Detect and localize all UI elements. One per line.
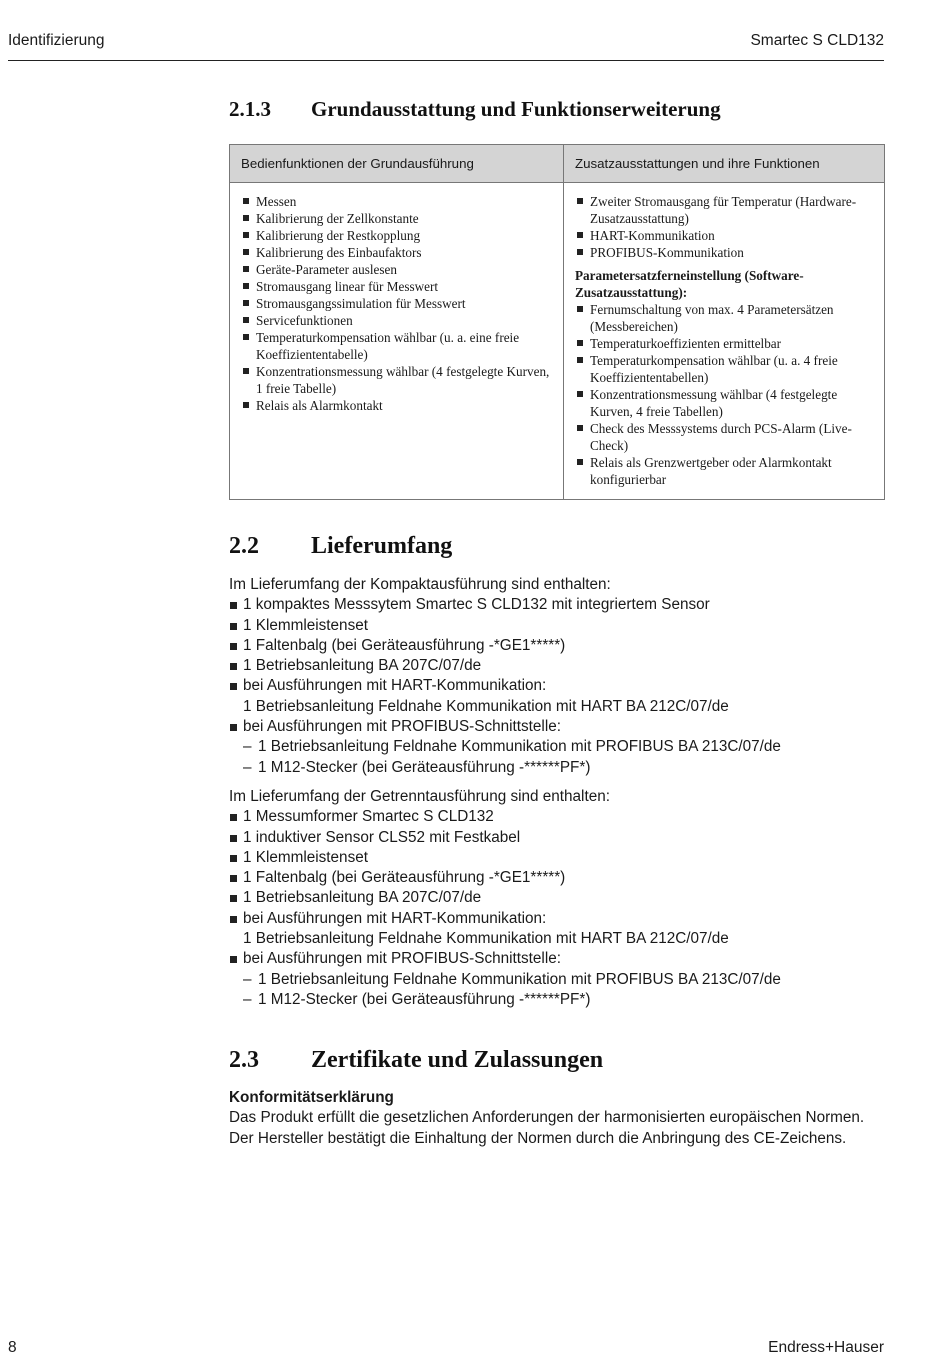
- heading-2-1-3: [229, 97, 721, 122]
- list-item: 1 Betriebsanleitung BA 207C/07/de: [229, 656, 885, 676]
- conformity-text: Das Produkt erfüllt die gesetzlichen Anforderungen der harmonisierten europäischen Normen. Der Hersteller bestätigt die Einhaltung der Normen durch die Anbringung des CE-Zeichens.: [229, 1109, 865, 1147]
- delivery-compact: [229, 575, 885, 778]
- list-item: bei Ausführungen mit HART-Kommunikation:: [229, 909, 885, 929]
- heading-number: 2.2: [229, 533, 259, 559]
- header-product-name: Smartec S CLD132: [750, 32, 884, 49]
- list-item: 1 Messumformer Smartec S CLD132: [229, 807, 885, 827]
- parameter-remote-subheading: Parametersatzferneinstellung (Software-Zusatzausstattung):: [575, 268, 804, 300]
- list-item: Temperaturkompensation wählbar (u. a. 4 freie Koeffiziententabellen): [575, 352, 873, 386]
- header-section-title: Identifizierung: [8, 32, 105, 49]
- certificates-block: [229, 1088, 885, 1149]
- col-optional-header: Zusatzausstattungen und ihre Funktionen: [564, 145, 885, 183]
- feature-table: [229, 144, 885, 500]
- list-item: bei Ausführungen mit HART-Kommunikation:: [229, 676, 885, 696]
- conformity-subheading: Konformitätserklärung: [229, 1089, 394, 1106]
- brand-name: Endress+Hauser: [768, 1339, 884, 1356]
- list-item: HART-Kommunikation: [575, 227, 873, 244]
- heading-2-2: [229, 533, 452, 560]
- heading-title: Grundausstattung und Funktionserweiterung: [311, 97, 721, 121]
- col-basic-header: Bedienfunktionen der Grundausführung: [230, 145, 564, 183]
- list-item: bei Ausführungen mit PROFIBUS-Schnittstelle:: [229, 717, 885, 737]
- delivery-list-profibus: [229, 949, 885, 969]
- list-item: Zweiter Stromausgang für Temperatur (Hardware-Zusatzausstattung): [575, 193, 873, 227]
- delivery-list: [229, 807, 885, 929]
- list-item: Stromausgangssimulation für Messwert: [241, 295, 552, 312]
- basic-functions-list: [241, 193, 552, 414]
- list-item: Fernumschaltung von max. 4 Parametersätzen (Messbereichen): [575, 301, 873, 335]
- dash-item: – 1 Betriebsanleitung Feldnahe Kommunikation mit PROFIBUS BA 213C/07/de: [229, 737, 885, 757]
- list-item: Konzentrationsmessung wählbar (4 festgelegte Kurven, 1 freie Tabelle): [241, 363, 552, 397]
- list-item: Relais als Grenzwertgeber oder Alarmkontakt konfigurierbar: [575, 454, 873, 488]
- table-body-row: [230, 183, 885, 500]
- list-item: Relais als Alarmkontakt: [241, 397, 552, 414]
- page-header: [8, 32, 884, 61]
- list-item: Messen: [241, 193, 552, 210]
- list-item: 1 induktiver Sensor CLS52 mit Festkabel: [229, 828, 885, 848]
- heading-title: Lieferumfang: [311, 533, 453, 559]
- optional-functions-list: [575, 193, 873, 261]
- delivery-separate: [229, 787, 885, 1010]
- heading-title: Zertifikate und Zulassungen: [311, 1047, 604, 1073]
- list-item: Temperaturkoeffizienten ermittelbar: [575, 335, 873, 352]
- list-item: 1 kompaktes Messsytem Smartec S CLD132 mit integriertem Sensor: [229, 595, 885, 615]
- delivery-intro: Im Lieferumfang der Getrenntausführung sind enthalten:: [229, 788, 610, 805]
- parameter-remote-list: [575, 301, 873, 488]
- list-item: 1 Klemmleistenset: [229, 848, 885, 868]
- delivery-intro: Im Lieferumfang der Kompaktausführung sind enthalten:: [229, 576, 611, 593]
- list-item: 1 Betriebsanleitung BA 207C/07/de: [229, 888, 885, 908]
- list-item: bei Ausführungen mit PROFIBUS-Schnittstelle:: [229, 949, 885, 969]
- list-item: 1 Faltenbalg (bei Geräteausführung -*GE1*****): [229, 636, 885, 656]
- table-header-row: [230, 145, 885, 183]
- list-item: Temperaturkompensation wählbar (u. a. eine freie Koeffiziententabelle): [241, 329, 552, 363]
- basic-functions-cell: [230, 183, 564, 500]
- optional-functions-cell: [564, 183, 885, 500]
- page-number: 8: [8, 1339, 17, 1356]
- list-item: Konzentrationsmessung wählbar (4 festgelegte Kurven, 4 freie Tabellen): [575, 386, 873, 420]
- list-item: Check des Messsystems durch PCS-Alarm (Live-Check): [575, 420, 873, 454]
- hart-manual-line: 1 Betriebsanleitung Feldnahe Kommunikation mit HART BA 212C/07/de: [243, 697, 729, 715]
- delivery-list: [229, 595, 885, 696]
- heading-number: 2.3: [229, 1047, 259, 1073]
- list-item: 1 Klemmleistenset: [229, 616, 885, 636]
- dash-item: – 1 M12-Stecker (bei Geräteausführung -******PF*): [229, 758, 885, 778]
- list-item: Kalibrierung des Einbaufaktors: [241, 244, 552, 261]
- list-item: Kalibrierung der Zellkonstante: [241, 210, 552, 227]
- hart-manual-line: 1 Betriebsanleitung Feldnahe Kommunikation mit HART BA 212C/07/de: [243, 930, 729, 948]
- list-item: Kalibrierung der Restkopplung: [241, 227, 552, 244]
- dash-item: – 1 M12-Stecker (bei Geräteausführung -******PF*): [229, 990, 885, 1010]
- delivery-list-profibus: [229, 717, 885, 737]
- dash-item: – 1 Betriebsanleitung Feldnahe Kommunikation mit PROFIBUS BA 213C/07/de: [229, 970, 885, 990]
- list-item: PROFIBUS-Kommunikation: [575, 244, 873, 261]
- list-item: Stromausgang linear für Messwert: [241, 278, 552, 295]
- heading-2-3: [229, 1047, 603, 1074]
- list-item: 1 Faltenbalg (bei Geräteausführung -*GE1*****): [229, 868, 885, 888]
- list-item: Servicefunktionen: [241, 312, 552, 329]
- list-item: Geräte-Parameter auslesen: [241, 261, 552, 278]
- heading-number: 2.1.3: [229, 97, 271, 121]
